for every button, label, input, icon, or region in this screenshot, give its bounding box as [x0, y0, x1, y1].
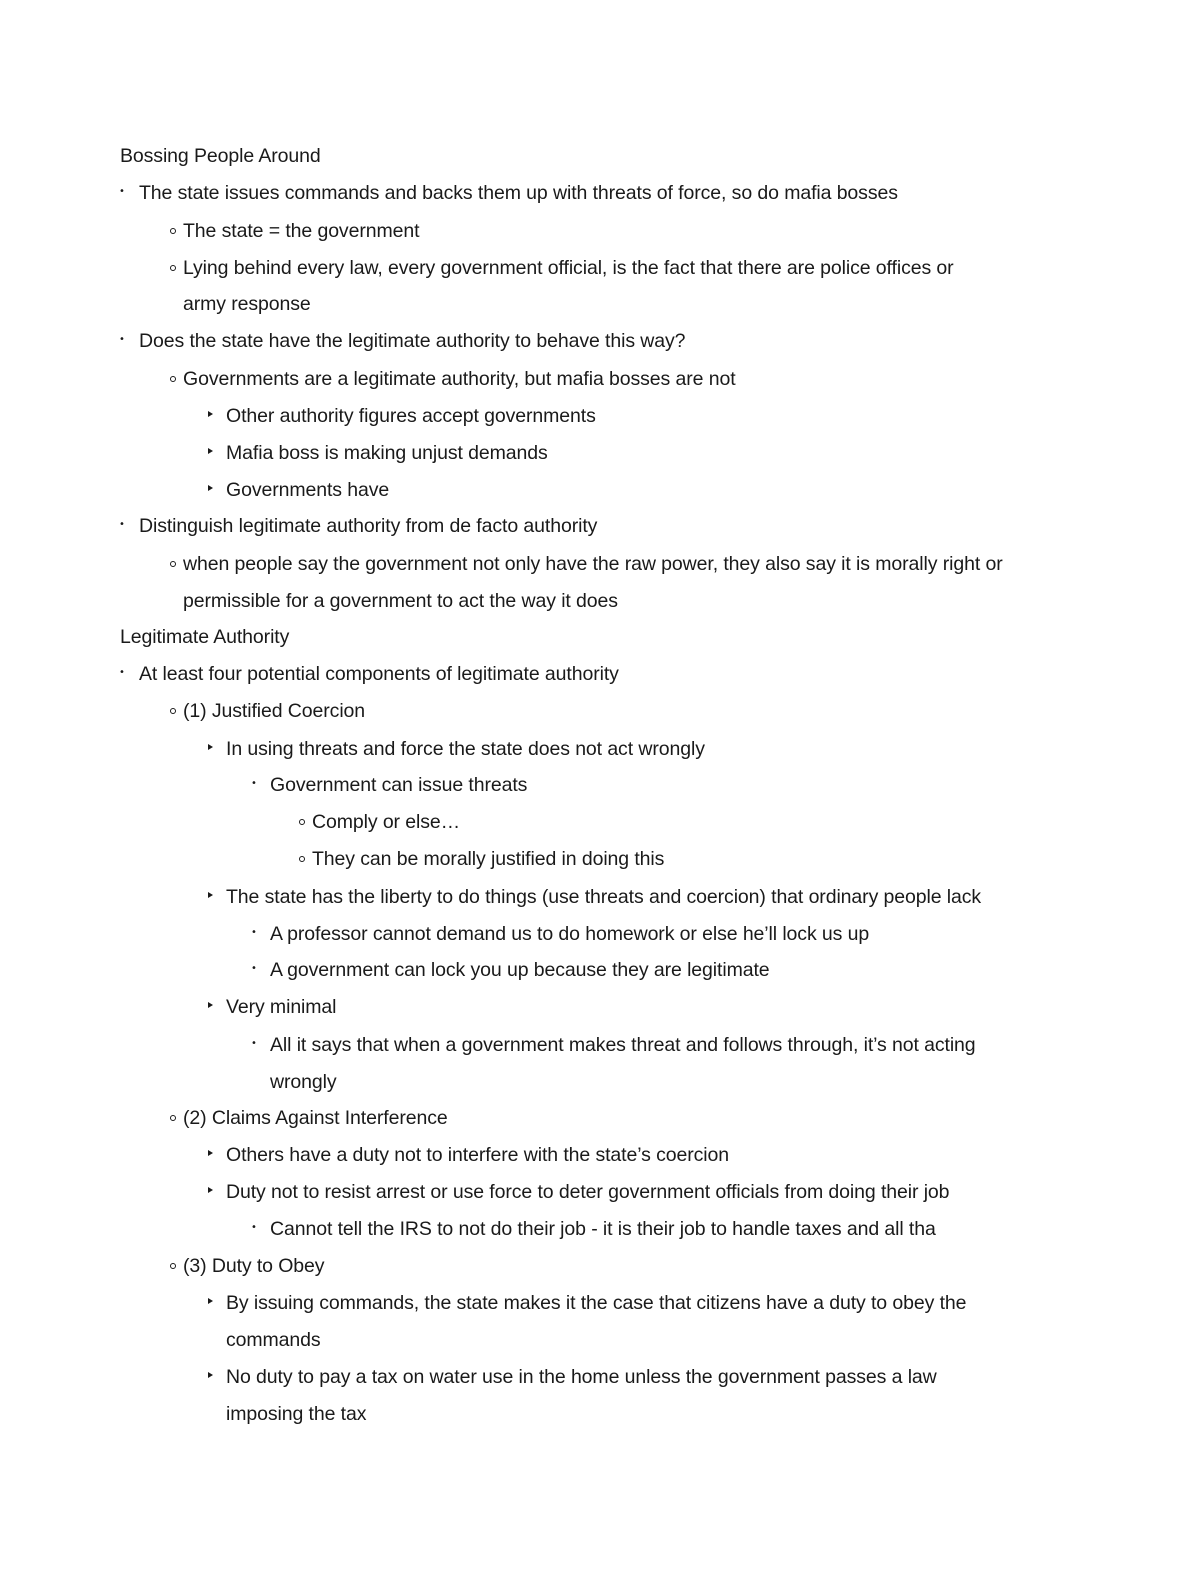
bullet-circle-icon: [170, 708, 176, 714]
list-item: The state = the government: [183, 220, 420, 242]
list-item: All it says that when a government makes threat and follows through, it’s not acting: [270, 1034, 976, 1056]
list-item: Distinguish legitimate authority from de facto authority: [139, 515, 598, 537]
list-item-continuation: wrongly: [270, 1071, 337, 1093]
list-item: Comply or else…: [312, 811, 461, 833]
bullet-dot-icon: •: [119, 186, 125, 197]
bullet-dot-icon: •: [251, 963, 257, 974]
bullet-dot-icon: •: [251, 778, 257, 789]
bullet-triangle-icon: [208, 744, 213, 750]
bullet-circle-icon: [170, 1115, 176, 1121]
list-item: The state has the liberty to do things (use threats and coercion) that ordinary people lack: [226, 886, 982, 908]
bullet-dot-icon: •: [251, 1038, 257, 1049]
list-item: No duty to pay a tax on water use in the home unless the government passes a law: [226, 1366, 937, 1388]
list-item: Other authority figures accept governments: [226, 405, 596, 427]
bullet-circle-icon: [299, 819, 305, 825]
bullet-triangle-icon: [208, 1298, 213, 1304]
bullet-circle-icon: [299, 856, 305, 862]
list-item: Mafia boss is making unjust demands: [226, 442, 548, 464]
list-item: Others have a duty not to interfere with the state’s coercion: [226, 1144, 729, 1166]
list-item: Very minimal: [226, 996, 337, 1018]
list-item-continuation: army response: [183, 293, 311, 315]
list-item: when people say the government not only have the raw power, they also say it is morally right or: [183, 553, 1003, 575]
list-item: They can be morally justified in doing this: [312, 848, 665, 870]
bullet-circle-icon: [170, 265, 176, 271]
list-item: Lying behind every law, every government official, is the fact that there are police offices or: [183, 257, 954, 279]
section-heading: Legitimate Authority: [120, 626, 290, 648]
bullet-circle-icon: [170, 561, 176, 567]
list-item: Governments have: [226, 479, 390, 501]
list-item: The state issues commands and backs them up with threats of force, so do mafia bosses: [139, 182, 898, 204]
list-item: A professor cannot demand us to do homework or else he’ll lock us up: [270, 923, 870, 945]
list-item: (3) Duty to Obey: [183, 1255, 325, 1277]
bullet-dot-icon: •: [119, 519, 125, 530]
list-item: Governments are a legitimate authority, but mafia bosses are not: [183, 368, 736, 390]
list-item: (2) Claims Against Interference: [183, 1107, 448, 1129]
list-item: (1) Justified Coercion: [183, 700, 366, 722]
bullet-triangle-icon: [208, 1372, 213, 1378]
list-item: Does the state have the legitimate authority to behave this way?: [139, 330, 686, 352]
bullet-dot-icon: •: [251, 927, 257, 938]
bullet-dot-icon: •: [251, 1222, 257, 1233]
bullet-triangle-icon: [208, 448, 213, 454]
bullet-triangle-icon: [208, 485, 213, 491]
bullet-triangle-icon: [208, 892, 213, 898]
bullet-circle-icon: [170, 228, 176, 234]
list-item-continuation: commands: [226, 1329, 321, 1351]
section-heading: Bossing People Around: [120, 145, 321, 167]
list-item-continuation: permissible for a government to act the way it does: [183, 590, 618, 612]
bullet-triangle-icon: [208, 1150, 213, 1156]
bullet-circle-icon: [170, 1263, 176, 1269]
bullet-dot-icon: •: [119, 667, 125, 678]
bullet-dot-icon: •: [119, 334, 125, 345]
list-item: By issuing commands, the state makes it the case that citizens have a duty to obey the: [226, 1292, 967, 1314]
list-item: Government can issue threats: [270, 774, 528, 796]
list-item: Duty not to resist arrest or use force to deter government officials from doing their job: [226, 1181, 950, 1203]
bullet-circle-icon: [170, 376, 176, 382]
bullet-triangle-icon: [208, 411, 213, 417]
list-item: At least four potential components of legitimate authority: [139, 663, 619, 685]
list-item: Cannot tell the IRS to not do their job - it is their job to handle taxes and all tha: [270, 1218, 936, 1240]
list-item-continuation: imposing the tax: [226, 1403, 367, 1425]
list-item: A government can lock you up because they are legitimate: [270, 959, 770, 981]
bullet-triangle-icon: [208, 1187, 213, 1193]
list-item: In using threats and force the state does not act wrongly: [226, 738, 705, 760]
bullet-triangle-icon: [208, 1002, 213, 1008]
